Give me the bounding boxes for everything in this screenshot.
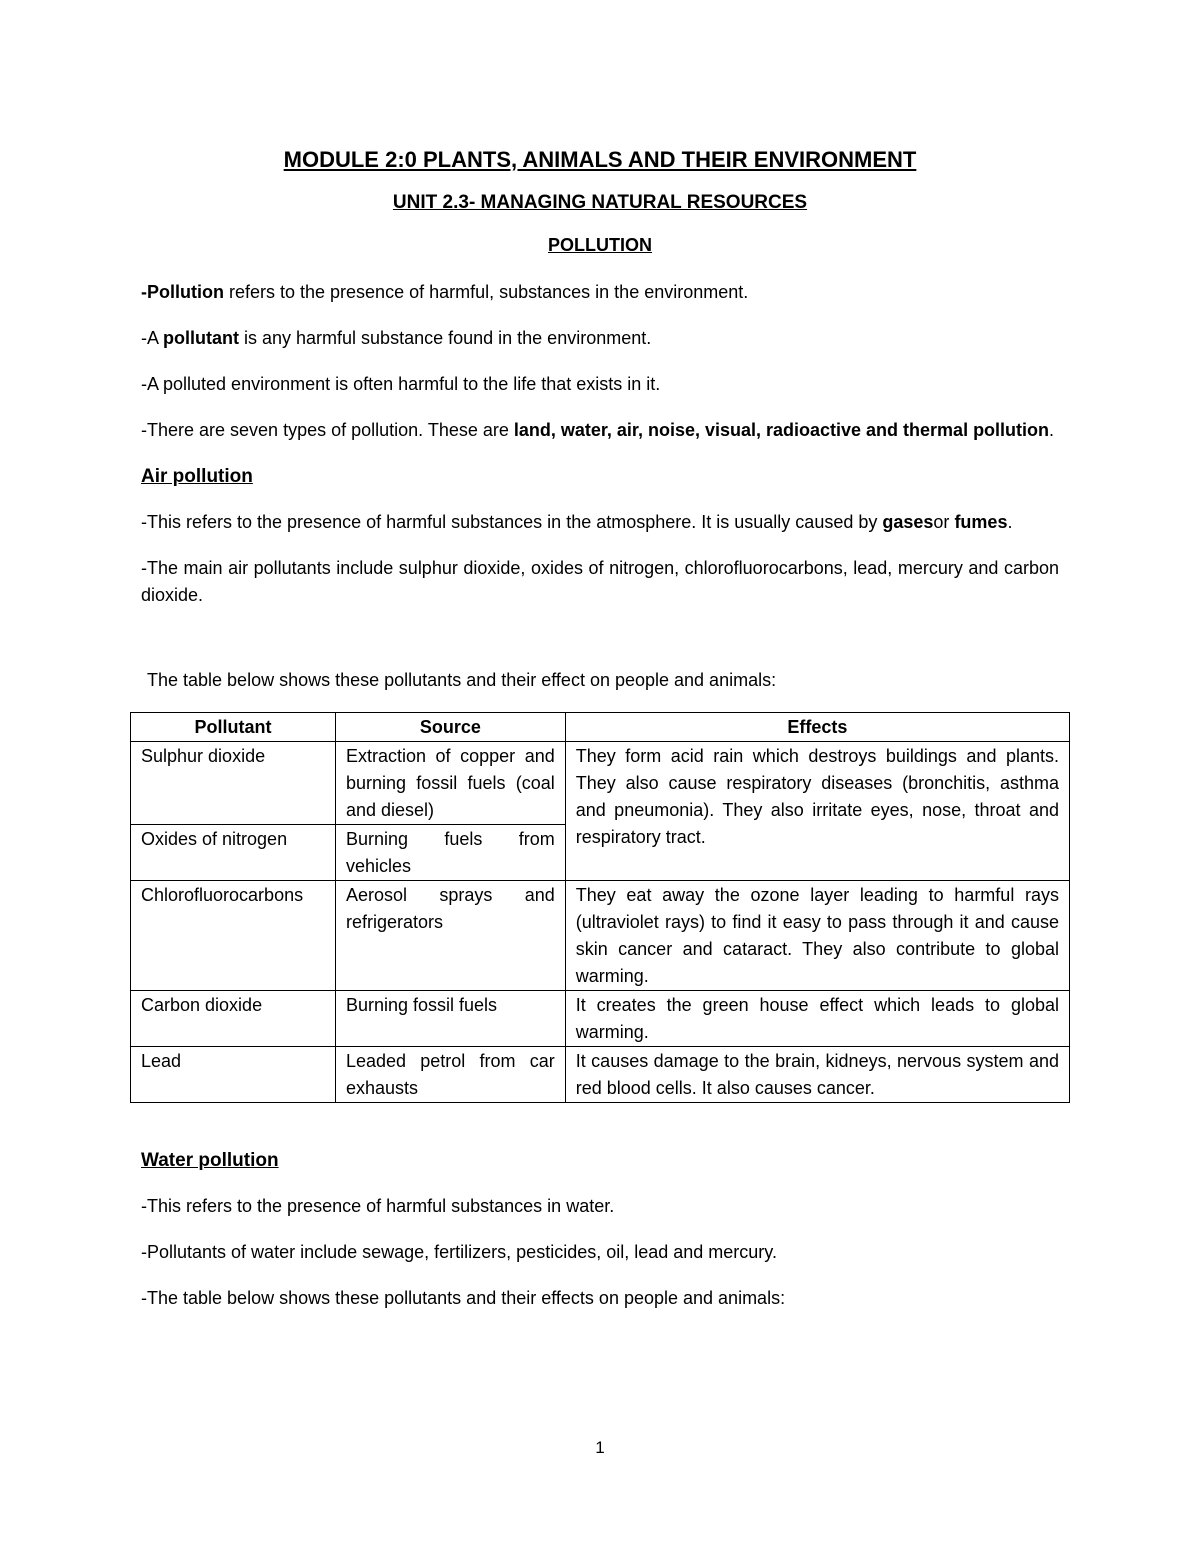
table-row: [131, 742, 1070, 825]
cell-pollutant: Oxides of nitrogen: [131, 825, 336, 881]
table-row: [131, 1047, 1070, 1103]
air-pollutants-table: [130, 712, 1070, 1103]
cell-source: Burning fossil fuels: [335, 991, 565, 1047]
air-definition-suffix: .: [1007, 512, 1013, 532]
table-header-row: [131, 713, 1070, 742]
water-pollutants-list: -Pollutants of water include sewage, fertilizers, pesticides, oil, lead and mercury.: [141, 1242, 777, 1262]
pollutant-definition-text: is any harmful substance found in the environment.: [239, 328, 652, 348]
cell-source: Leaded petrol from car exhausts: [335, 1047, 565, 1103]
air-definition-mid: or: [933, 512, 955, 532]
air-table-intro: The table below shows these pollutants and their effect on people and animals:: [147, 670, 777, 690]
section-title: POLLUTION: [548, 235, 652, 255]
air-pollutants-list: -The main air pollutants include sulphur dioxide, oxides of nitrogen, chlorofluorocarbons, lead, mercury and carbon dioxide.: [141, 558, 1059, 605]
air-pollution-heading: Air pollution: [141, 466, 253, 487]
fumes-term: fumes: [954, 512, 1008, 532]
cell-effects: It creates the green house effect which leads to global warming.: [565, 991, 1069, 1047]
cell-effects-shared: They form acid rain which destroys buildings and plants. They also cause respiratory diseases (bronchitis, asthma and pneumonia). They also irritate eyes, nose, throat and respiratory tract.: [565, 742, 1069, 881]
cell-source: Burning fuels from vehicles: [335, 825, 565, 881]
cell-source: Extraction of copper and burning fossil fuels (coal and diesel): [335, 742, 565, 825]
unit-title: UNIT 2.3- MANAGING NATURAL RESOURCES: [392, 192, 808, 213]
cell-pollutant: Carbon dioxide: [131, 991, 336, 1047]
pollution-types-suffix: .: [1049, 420, 1055, 440]
cell-pollutant: Sulphur dioxide: [131, 742, 336, 825]
cell-effects: It causes damage to the brain, kidneys, nervous system and red blood cells. It also causes cancer.: [565, 1047, 1069, 1103]
cell-effects: They eat away the ozone layer leading to harmful rays (ultraviolet rays) to find it easy to pass through it and cause skin cancer and cataract. They also contribute to global warming.: [565, 881, 1069, 991]
air-pollution-definition: [141, 509, 1059, 536]
pollutant-prefix: -A: [141, 328, 164, 348]
gases-term: gases: [882, 512, 934, 532]
table-row: [131, 991, 1070, 1047]
pollution-term: -Pollution: [141, 282, 224, 302]
pollution-definition: [141, 279, 1059, 306]
page-content: [141, 140, 1059, 1312]
pollutant-definition: [141, 325, 1059, 352]
header-source: Source: [335, 713, 565, 742]
pollution-types-list: land, water, air, noise, visual, radioactive and thermal pollution: [513, 420, 1050, 440]
pollution-types-prefix: -There are seven types of pollution. These are: [141, 420, 514, 440]
pollution-definition-text: refers to the presence of harmful, substances in the environment.: [223, 282, 749, 302]
air-definition-prefix: -This refers to the presence of harmful substances in the atmosphere. It is usually caused by: [141, 512, 883, 532]
water-pollution-heading: Water pollution: [141, 1150, 279, 1171]
pollution-types: [141, 417, 1059, 444]
table-row: [131, 881, 1070, 991]
module-title: MODULE 2:0 PLANTS, ANIMALS AND THEIR ENVIRONMENT: [283, 147, 917, 172]
cell-source: Aerosol sprays and refrigerators: [335, 881, 565, 991]
page-number: 1: [595, 1438, 605, 1457]
header-pollutant: Pollutant: [131, 713, 336, 742]
cell-pollutant: Chlorofluorocarbons: [131, 881, 336, 991]
water-table-intro: -The table below shows these pollutants and their effects on people and animals:: [141, 1288, 786, 1308]
cell-pollutant: Lead: [131, 1047, 336, 1103]
pollutant-term: pollutant: [163, 328, 239, 348]
water-pollution-definition: -This refers to the presence of harmful substances in water.: [141, 1196, 615, 1216]
polluted-environment-text: -A polluted environment is often harmful to the life that exists in it.: [141, 374, 661, 394]
header-effects: Effects: [565, 713, 1069, 742]
